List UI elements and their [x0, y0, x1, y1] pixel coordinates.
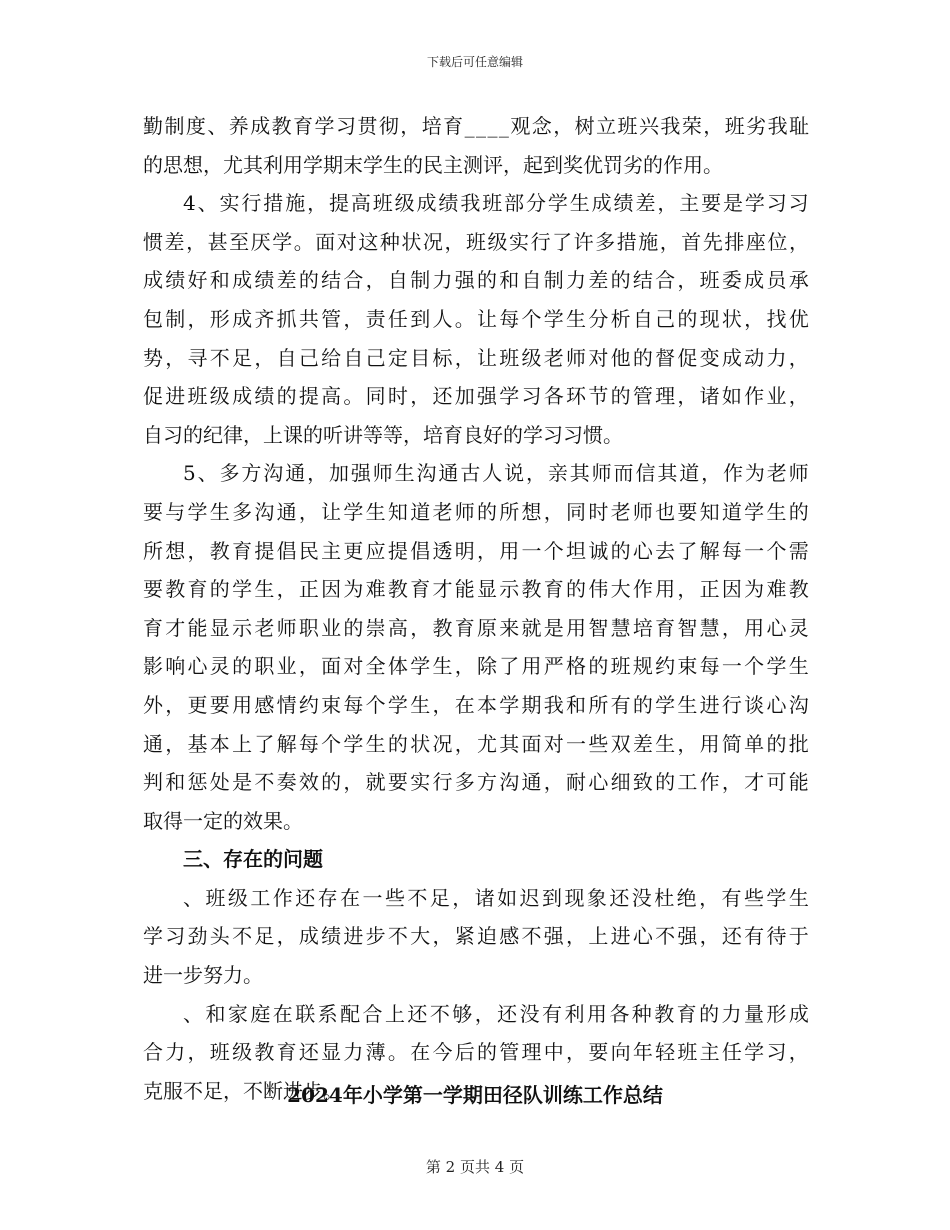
- text-line: 三、存在的问题: [183, 847, 323, 872]
- text-line: 要 教 育 的 学 生 ， 正 因 为 难 教 育 才 能 显 示 教 育 的 伟 大 作 用 ， 正 因 为 难 教: [143, 577, 809, 602]
- text-line: 勤 制 度 、 养 成 教 育 学 习 贯 彻 ， 培 育 _ _ _ _ 观 念 ， 树 立 班 兴 我 荣 ， 班 劣 我 耻: [143, 114, 809, 138]
- paragraph: [143, 107, 809, 184]
- paragraph: [143, 879, 809, 995]
- section-heading: [143, 840, 809, 879]
- page-header: 下载后可任意编辑: [426, 55, 523, 69]
- page-footer: 第 2 页共 4 页: [425, 1158, 525, 1176]
- text-line: 通 ， 基 本 上 了 解 每 个 学 生 的 状 况 ， 尤 其 面 对 一 些 双 差 生 ， 用 简 单 的 批: [143, 731, 809, 756]
- text-line: 所 想 ， 教 育 提 倡 民 主 更 应 提 倡 透 明 ， 用 一 个 坦 诚 的 心 去 了 解 每 一 个 需: [143, 538, 809, 563]
- text-line: 、 班 级 工 作 还 存 在 一 些 不 足 ， 诸 如 迟 到 现 象 还 没 杜 绝 ， 有 些 学 生: [183, 885, 809, 910]
- text-line: 的思想，尤其利用学期末学生的民主测评，起到奖优罚劣的作用。: [143, 152, 723, 177]
- text-line: 5 、 多 方 沟 通 ， 加 强 师 生 沟 通 古 人 说 ， 亲 其 师 而 信 其 道 ， 作 为 老 师: [183, 461, 809, 486]
- text-line: 4 、 实 行 措 施 ， 提 高 班 级 成 绩 我 班 部 分 学 生 成 绩 差 ， 主 要 是 学 习 习: [183, 191, 809, 216]
- text-line: 成 绩 好 和 成 绩 差 的 结 合 ， 自 制 力 强 的 和 自 制 力 差 的 结 合 ， 班 委 成 员 承: [143, 268, 809, 293]
- text-line: 取得一定的效果。: [143, 808, 303, 833]
- text-line: 要 与 学 生 多 沟 通 ， 让 学 生 知 道 老 师 的 所 想 ， 同 时 老 师 也 要 知 道 学 生 的: [143, 499, 809, 524]
- text-line: 育 才 能 显 示 老 师 职 业 的 崇 高 ， 教 育 原 来 就 是 用 智 慧 培 育 智 慧 ， 用 心 灵: [143, 615, 809, 640]
- text-line: 促 进 班 级 成 绩 的 提 高 。 同 时 ， 还 加 强 学 习 各 环 节 的 管 理 ， 诸 如 作 业 ，: [143, 384, 809, 409]
- text-line: 自习的纪律，上课的听讲等等，培育良好的学习习惯。: [143, 422, 623, 447]
- paragraph: [143, 454, 809, 840]
- document-body: [143, 107, 809, 1110]
- text-line: 势 ， 寻 不 足 ， 自 己 给 自 己 定 目 标 ， 让 班 级 老 师 对 他 的 督 促 变 成 动 力 ，: [143, 345, 809, 370]
- paragraph: [143, 184, 809, 454]
- text-line: 惯 差 ， 甚 至 厌 学 。 面 对 这 种 状 况 ， 班 级 实 行 了 许 多 措 施 ， 首 先 排 座 位 ，: [143, 229, 809, 254]
- text-line: 判 和 惩 处 是 不 奏 效 的 ， 就 要 实 行 多 方 沟 通 ， 耐 心 细 致 的 工 作 ， 才 可 能: [143, 770, 809, 795]
- text-line: 合 力 ， 班 级 教 育 还 显 力 薄 。 在 今 后 的 管 理 中 ， 要 向 年 轻 班 主 任 学 习 ，: [143, 1040, 809, 1065]
- text-line: 影 响 心 灵 的 职 业 ， 面 对 全 体 学 生 ， 除 了 用 严 格 的 班 规 约 束 每 一 个 学 生: [143, 654, 809, 679]
- text-line: 包 制 ， 形 成 齐 抓 共 管 ， 责 任 到 人 。 让 每 个 学 生 分 析 自 己 的 现 状 ， 找 优: [143, 306, 809, 331]
- text-line: 进一步努力。: [143, 963, 263, 988]
- next-section-title: 2024年小学第一学期田径队训练工作总结: [287, 1083, 663, 1107]
- text-line: 、 和 家 庭 在 联 系 配 合 上 还 不 够 ， 还 没 有 利 用 各 种 教 育 的 力 量 形 成: [183, 1001, 809, 1026]
- text-line: 克服不足，不断进步。: [143, 1078, 343, 1103]
- text-line: 外 ， 更 要 用 感 情 约 束 每 个 学 生 ， 在 本 学 期 我 和 所 有 的 学 生 进 行 谈 心 沟: [143, 692, 809, 717]
- text-line: 学 习 劲 头 不 足 ， 成 绩 进 步 不 大 ， 紧 迫 感 不 强 ， 上 进 心 不 强 ， 还 有 待 于: [143, 924, 809, 949]
